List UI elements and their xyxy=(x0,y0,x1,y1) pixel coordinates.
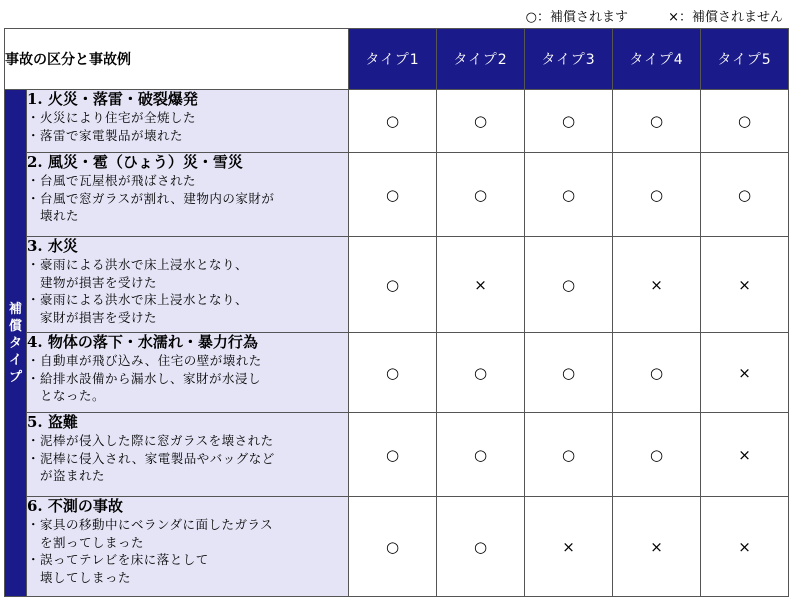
category-cell xyxy=(27,90,349,153)
table-row xyxy=(5,237,789,333)
table-row xyxy=(5,90,789,153)
example-line: ・豪雨による洪水で床上浸水となり、 xyxy=(27,257,249,272)
legend xyxy=(490,6,783,25)
example-line: 壊してしまった xyxy=(27,569,132,585)
coverage-mark: × xyxy=(701,333,789,413)
example-line: ・落雷で家電製品が壊れた xyxy=(27,127,184,143)
example-line: ・台風で窓ガラスが割れ、建物内の家財が xyxy=(27,190,275,206)
category-cell xyxy=(27,413,349,497)
example-line: ・誤ってテレビを床に落として xyxy=(27,552,209,567)
category-title: 5. 盗難 xyxy=(27,413,78,431)
table-row xyxy=(5,497,789,597)
coverage-mark: ○ xyxy=(525,413,613,497)
category-cell xyxy=(27,497,349,597)
example-line: ・豪雨による洪水で床上浸水となり、 xyxy=(27,292,249,307)
coverage-mark: ○ xyxy=(525,153,613,237)
type-header-3: タイプ3 xyxy=(525,29,613,90)
example-line: ・台風で瓦屋根が飛ばされた xyxy=(27,173,197,188)
type-header-1: タイプ1 xyxy=(349,29,437,90)
coverage-mark: ○ xyxy=(349,413,437,497)
example-line: 建物が損害を受けた xyxy=(27,274,158,290)
example-line: ・家具の移動中にベランダに面したガラス xyxy=(27,517,274,532)
category-header: 事故の区分と事故例 xyxy=(5,29,349,90)
coverage-mark: ○ xyxy=(437,90,525,153)
category-title: 1. 火災・落雷・破裂爆発 xyxy=(27,90,198,108)
category-cell xyxy=(27,153,349,237)
example-line: 家財が損害を受けた xyxy=(27,309,158,325)
header-row xyxy=(5,29,789,90)
example-line: ・自動車が飛び込み、住宅の壁が壊れた xyxy=(27,353,262,368)
category-title: 2. 風災・雹（ひょう）災・雪災 xyxy=(27,153,243,171)
coverage-mark: × xyxy=(613,497,701,597)
coverage-mark: ○ xyxy=(349,153,437,237)
coverage-mark: ○ xyxy=(349,497,437,597)
example-line: 壊れた xyxy=(27,208,80,223)
example-line: ・泥棒に侵入され、家電製品やバッグなど xyxy=(27,450,275,466)
coverage-mark: × xyxy=(613,237,701,333)
coverage-mark: ○ xyxy=(525,90,613,153)
example-line: となった。 xyxy=(27,388,106,403)
coverage-table xyxy=(4,28,789,597)
category-title: 3. 水災 xyxy=(27,237,78,255)
coverage-mark: × xyxy=(525,497,613,597)
legend-covered: ○：補償されます xyxy=(525,10,628,25)
example-line: が盗まれた xyxy=(27,468,106,483)
table-row xyxy=(5,153,789,237)
coverage-mark: × xyxy=(437,237,525,333)
coverage-mark: ○ xyxy=(437,497,525,597)
coverage-mark: ○ xyxy=(613,90,701,153)
category-cell xyxy=(27,237,349,333)
coverage-mark: × xyxy=(701,413,789,497)
coverage-mark: ○ xyxy=(613,413,701,497)
coverage-mark: ○ xyxy=(613,333,701,413)
coverage-mark: ○ xyxy=(525,237,613,333)
example-line: ・給排水設備から漏水し、家財が水浸し xyxy=(27,370,262,386)
example-line: を割ってしまった xyxy=(27,534,145,550)
category-title: 4. 物体の落下・水濡れ・暴力行為 xyxy=(27,333,258,351)
type-header-4: タイプ4 xyxy=(613,29,701,90)
legend-not-covered: ×：補償されません xyxy=(668,10,783,25)
coverage-mark: ○ xyxy=(525,333,613,413)
category-cell xyxy=(27,333,349,413)
coverage-mark: × xyxy=(701,497,789,597)
coverage-mark: ○ xyxy=(437,333,525,413)
coverage-mark: ○ xyxy=(437,153,525,237)
side-label: 補 償 タ イ プ xyxy=(5,90,27,597)
coverage-mark: ○ xyxy=(349,90,437,153)
category-title: 6. 不測の事故 xyxy=(27,497,123,515)
table-row xyxy=(5,333,789,413)
coverage-mark: ○ xyxy=(349,237,437,333)
coverage-mark: ○ xyxy=(437,413,525,497)
example-line: ・火災により住宅が全焼した xyxy=(27,110,197,125)
coverage-mark: × xyxy=(701,237,789,333)
table-row xyxy=(5,413,789,497)
type-header-2: タイプ2 xyxy=(437,29,525,90)
coverage-mark: ○ xyxy=(349,333,437,413)
coverage-mark: ○ xyxy=(613,153,701,237)
coverage-mark: ○ xyxy=(701,90,789,153)
type-header-5: タイプ5 xyxy=(701,29,789,90)
example-line: ・泥棒が侵入した際に窓ガラスを壊された xyxy=(27,433,274,448)
coverage-mark: ○ xyxy=(701,153,789,237)
